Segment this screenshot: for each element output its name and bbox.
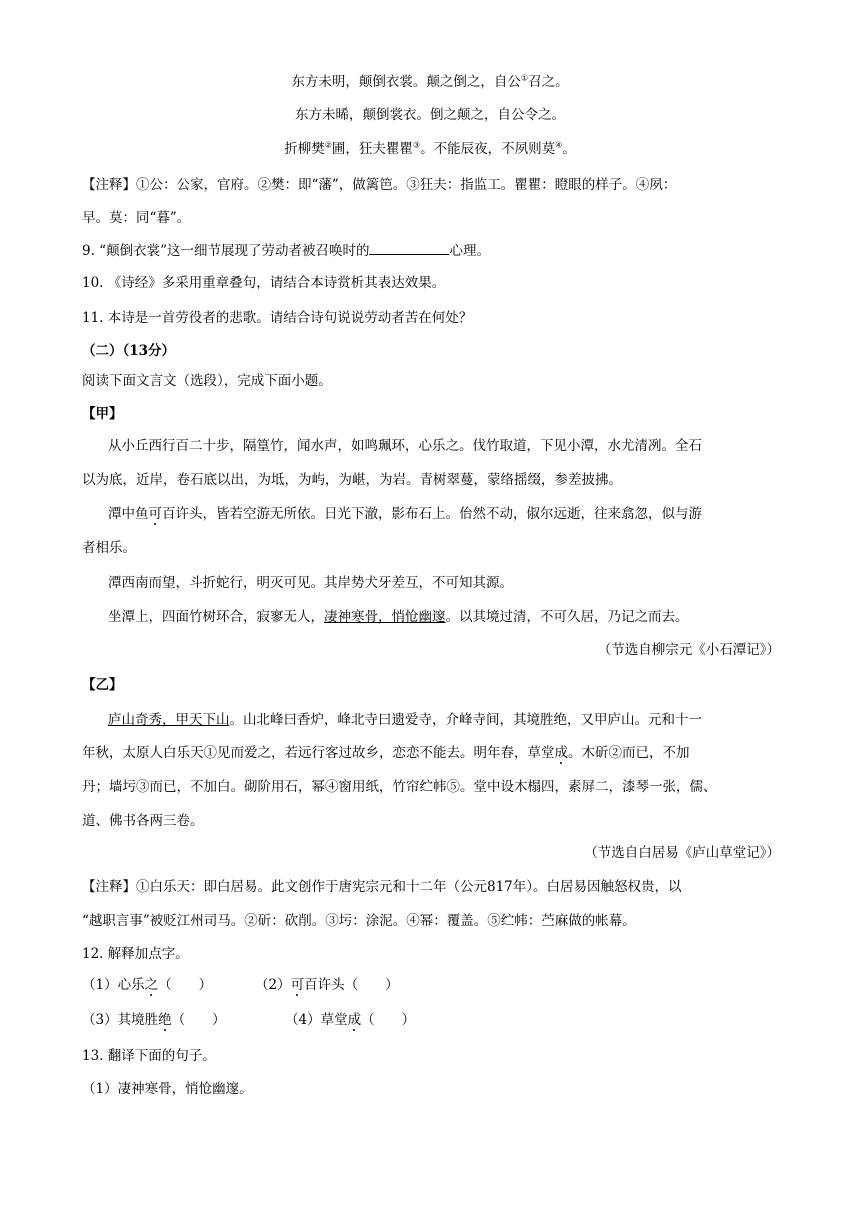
emphasis-dot-char: 成 bbox=[347, 1012, 362, 1028]
passage-label-jia: 【甲】 bbox=[82, 406, 123, 422]
question-13: 13. 翻译下面的句子。 bbox=[82, 1048, 216, 1064]
yi-line-4: 道、佛书各两三卷。 bbox=[82, 813, 204, 829]
question-11: 11. 本诗是一首劳役者的悲歌。请结合诗句说说劳动者苦在何处？ bbox=[82, 310, 473, 326]
note-line-1: 【注释】①公：公家，官府。②樊：即“藩”，做篱笆。③狂夫：指监工。瞿瞿：瞪眼的样子。④夙： bbox=[82, 177, 677, 193]
q12-item-1: （1）心乐之（ ） bbox=[82, 977, 213, 993]
q12-item-2: （2）可百许头（ ） bbox=[255, 977, 399, 993]
jia-p3: 潭西南而望，斗折蛇行，明灭可见。其岸势犬牙差互，不可知其源。 bbox=[108, 575, 513, 591]
emphasis-dot-char: 可 bbox=[148, 506, 162, 522]
passage-label-yi: 【乙】 bbox=[82, 677, 123, 693]
q12-item-3: （3）其境胜绝（ ） bbox=[82, 1012, 226, 1028]
section-instruction: 阅读下面文言文（选段），完成下面小题。 bbox=[82, 373, 332, 389]
emphasis-dot-char: 成 bbox=[554, 745, 568, 761]
jia-source: （节选自柳宗元《小石潭记》） bbox=[597, 642, 780, 658]
jia-p1-line-2: 以为底，近岸，卷石底以出，为坻，为屿，为嵁，为岩。青树翠蔓，蒙络摇缀，参差披拂。 bbox=[82, 472, 622, 488]
question-10: 10. 《诗经》多采用重章叠句，请结合本诗赏析其表达效果。 bbox=[82, 275, 446, 291]
q13-item-1: （1）凄神寒骨，悄怆幽邃。 bbox=[82, 1081, 253, 1097]
yi-source: （节选自白居易《庐山草堂记》） bbox=[584, 845, 780, 861]
jia-p1-line-1: 从小丘西行百二十步，隔篁竹，闻水声，如鸣珮环，心乐之。伐竹取道，下见小潭，水尤清冽。全石 bbox=[108, 438, 702, 454]
underlined-phrase: 凄神寒骨，悄怆幽邃 bbox=[324, 609, 446, 625]
yi-line-3: 丹；墙圬③而已，不加白。砌阶用石，幂④窗用纸，竹帘纻帏⑤。堂中设木榻四，素屏二，漆琴一张，儒、 bbox=[82, 779, 717, 795]
question-12: 12. 解释加点字。 bbox=[82, 946, 189, 962]
jia-p4: 坐潭上，四面竹树环合，寂寥无人，凄神寒骨，悄怆幽邃。以其境过清，不可久居，乃记之而去。 bbox=[108, 609, 689, 625]
emphasis-dot-char: 之 bbox=[144, 977, 159, 993]
section-heading: （二）（13分） bbox=[82, 343, 176, 359]
emphasis-dot-char: 绝 bbox=[158, 1012, 172, 1028]
note2-line-2: “越职言事”被贬江州司马。②斫：砍削。③圬：涂泥。④幂：覆盖。⑤纻帏：苎麻做的帐幕。 bbox=[82, 913, 636, 929]
jia-p2-line-2: 者相乐。 bbox=[82, 540, 136, 556]
yi-line-2: 年秋，太原人白乐天①见而爱之，若远行客过故乡，恋恋不能去。明年春，草堂成。木斫②而已，不加 bbox=[82, 745, 690, 761]
answer-blank[interactable] bbox=[369, 240, 449, 255]
poem-line-2: 东方未晞，颠倒裳衣。倒之颠之，自公令之。 bbox=[295, 107, 565, 123]
poem-line-1: 东方未明，颠倒衣裳。颠之倒之，自公①召之。 bbox=[291, 73, 569, 90]
question-9: 9. “颠倒衣裳”这一细节展现了劳动者被召唤时的 心理。 bbox=[82, 240, 490, 261]
note-line-2: 早。莫：同“暮”。 bbox=[82, 210, 191, 226]
note2-line-1: 【注释】①白乐天：即白居易。此文创作于唐宪宗元和十二年（公元817年）。白居易因触怒权贵，以 bbox=[82, 879, 682, 895]
poem-line-3: 折柳樊②圃，狂夫瞿瞿③。不能辰夜，不夙则莫④。 bbox=[284, 140, 576, 157]
yi-line-1: 庐山奇秀，甲天下山。山北峰曰香炉，峰北寺曰遗爱寺，介峰寺间，其境胜绝，又甲庐山。元和十一 bbox=[108, 712, 702, 728]
underlined-phrase: 庐山奇秀，甲天下山 bbox=[108, 712, 230, 728]
q12-item-4: （4）草堂成（ ） bbox=[285, 1012, 416, 1028]
jia-p2-line-1: 潭中鱼可百许头，皆若空游无所依。日光下澈，影布石上。佁然不动，俶尔远逝，往来翕忽，似与游 bbox=[108, 506, 702, 522]
emphasis-dot-char: 可 bbox=[290, 977, 305, 993]
